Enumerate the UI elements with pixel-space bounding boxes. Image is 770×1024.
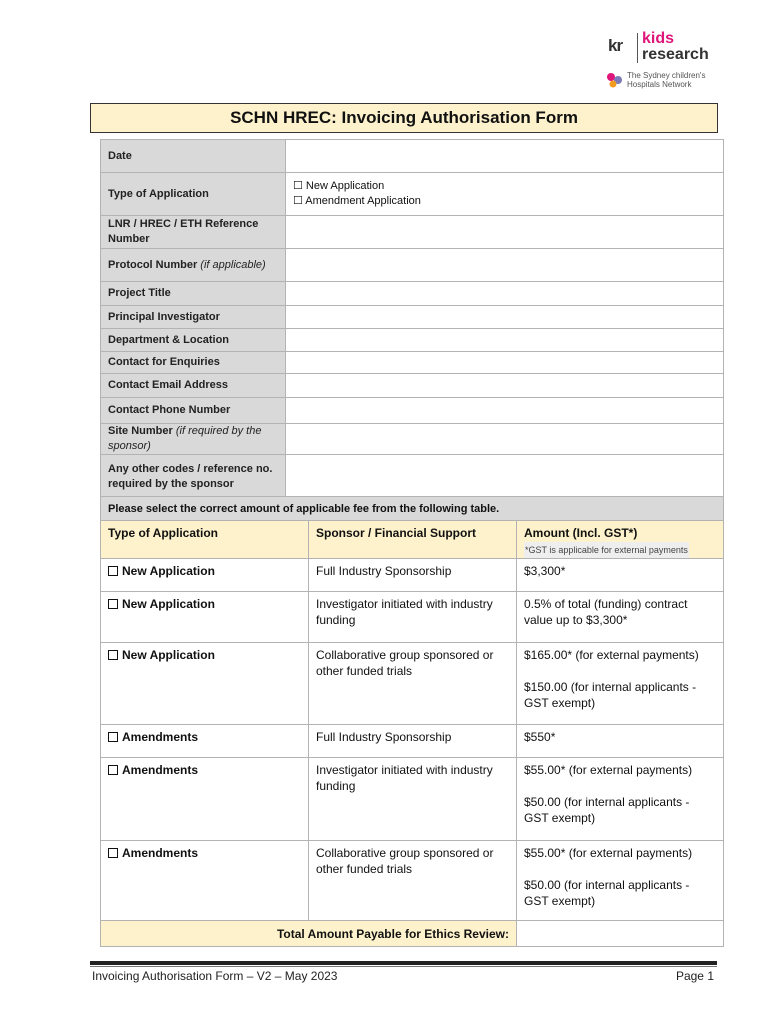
fee-checkbox[interactable] <box>108 650 118 660</box>
date-field[interactable] <box>286 140 724 173</box>
fee-row <box>101 592 724 643</box>
footer-rule-thin <box>90 966 717 967</box>
fee-amount-internal: $50.00 (for internal applicants - GST exempt) <box>524 795 690 825</box>
fee-instruction: Please select the correct amount of applicable fee from the following table. <box>101 497 724 521</box>
fee-amount-cell <box>517 841 724 921</box>
fee-type-cell <box>101 725 309 758</box>
application-type-field <box>286 173 724 216</box>
fee-type-cell <box>101 592 309 643</box>
fee-checkbox[interactable] <box>108 732 118 742</box>
fee-amount: 0.5% of total (funding) contract value up to $3,300* <box>524 597 688 627</box>
fee-header-amount <box>517 521 724 559</box>
fee-table <box>100 496 724 947</box>
fee-checkbox[interactable] <box>108 599 118 609</box>
logo-divider <box>637 33 638 63</box>
new-application-checkbox[interactable]: ☐ New Application <box>293 180 385 192</box>
fee-type-label: Amendments <box>122 730 199 744</box>
fee-type-label: New Application <box>122 564 215 578</box>
principal-investigator-field[interactable] <box>286 306 724 329</box>
protocol-number-label <box>101 249 286 282</box>
network-name <box>627 71 705 89</box>
fee-sponsor-cell: Collaborative group sponsored or other funded trials <box>309 643 517 725</box>
fee-type-label: Amendments <box>122 846 199 860</box>
fee-amount-cell <box>517 643 724 725</box>
fee-amount-cell <box>517 758 724 841</box>
fee-row <box>101 559 724 592</box>
application-details-table <box>100 139 724 499</box>
site-number-text: Site Number <box>108 425 173 437</box>
contact-email-field[interactable] <box>286 374 724 398</box>
fee-amount-external: $165.00* (for external payments) <box>524 648 699 662</box>
reference-number-field[interactable] <box>286 216 724 249</box>
total-label: Total Amount Payable for Ethics Review: <box>101 921 517 947</box>
footer-rule <box>90 961 717 965</box>
fee-sponsor-cell: Investigator initiated with industry funding <box>309 758 517 841</box>
contact-enquiries-field[interactable] <box>286 352 724 374</box>
footer-document-title: Invoicing Authorisation Form – V2 – May 2023 <box>92 969 338 983</box>
fee-amount-external: $55.00* (for external payments) <box>524 846 693 860</box>
principal-investigator-label: Principal Investigator <box>101 306 286 329</box>
gst-note: *GST is applicable for external payments <box>524 542 689 558</box>
protocol-number-field[interactable] <box>286 249 724 282</box>
fee-type-cell <box>101 841 309 921</box>
logo-research: research <box>642 46 709 63</box>
total-amount-field[interactable] <box>517 921 724 947</box>
fee-amount-external: $55.00* (for external payments) <box>524 763 693 777</box>
site-number-label <box>101 424 286 455</box>
fee-row <box>101 725 724 758</box>
fee-amount-internal: $150.00 (for internal applicants - GST exempt) <box>524 680 697 710</box>
site-number-field[interactable] <box>286 424 724 455</box>
fee-row <box>101 758 724 841</box>
project-title-label: Project Title <box>101 282 286 306</box>
fee-sponsor-cell: Full Industry Sponsorship <box>309 559 517 592</box>
fee-amount: $3,300* <box>524 564 566 578</box>
fee-type-cell <box>101 643 309 725</box>
fee-type-label: New Application <box>122 597 215 611</box>
protocol-number-note: (if applicable) <box>200 258 266 271</box>
other-codes-field[interactable] <box>286 455 724 499</box>
application-type-label: Type of Application <box>101 173 286 216</box>
logo-kids: kids <box>642 30 675 47</box>
fee-type-cell <box>101 758 309 841</box>
contact-phone-field[interactable] <box>286 398 724 424</box>
fee-type-label: New Application <box>122 648 215 662</box>
site-number-note: (if required by the sponsor) <box>108 425 262 452</box>
network-name-line1: The Sydney children's <box>627 71 706 80</box>
fee-header-amount-label: Amount (Incl. GST*) <box>524 526 638 540</box>
form-title: SCHN HREC: Invoicing Authorisation Form <box>90 103 718 133</box>
fee-type-cell <box>101 559 309 592</box>
fee-amount-internal: $50.00 (for internal applicants - GST exempt) <box>524 878 690 908</box>
kids-research-logo <box>603 30 733 95</box>
fee-type-label: Amendments <box>122 763 199 777</box>
fee-sponsor-cell: Full Industry Sponsorship <box>309 725 517 758</box>
fee-sponsor-cell: Collaborative group sponsored or other funded trials <box>309 841 517 921</box>
fee-amount-cell <box>517 559 724 592</box>
contact-enquiries-label: Contact for Enquiries <box>101 352 286 374</box>
date-label: Date <box>101 140 286 173</box>
fee-amount-cell <box>517 725 724 758</box>
fee-sponsor-cell: Investigator initiated with industry funding <box>309 592 517 643</box>
project-title-field[interactable] <box>286 282 724 306</box>
contact-email-label: Contact Email Address <box>101 374 286 398</box>
fee-amount-cell <box>517 592 724 643</box>
fee-row <box>101 643 724 725</box>
protocol-number-text: Protocol Number <box>108 258 198 271</box>
amendment-application-checkbox[interactable]: ☐ Amendment Application <box>293 195 421 207</box>
fee-header-type: Type of Application <box>101 521 309 559</box>
department-location-label: Department & Location <box>101 329 286 352</box>
fee-header-sponsor: Sponsor / Financial Support <box>309 521 517 559</box>
network-logo-icon <box>605 71 625 89</box>
network-name-line2: Hospitals Network <box>627 80 692 89</box>
logo-kr: kr <box>608 36 623 55</box>
fee-checkbox[interactable] <box>108 765 118 775</box>
fee-amount: $550* <box>524 730 556 744</box>
contact-phone-label: Contact Phone Number <box>101 398 286 424</box>
other-codes-label: Any other codes / reference no. required by the sponsor <box>101 455 286 499</box>
department-location-field[interactable] <box>286 329 724 352</box>
fee-checkbox[interactable] <box>108 566 118 576</box>
fee-row <box>101 841 724 921</box>
reference-number-label: LNR / HREC / ETH Reference Number <box>101 216 286 249</box>
footer-page-number: Page 1 <box>675 969 714 983</box>
fee-checkbox[interactable] <box>108 848 118 858</box>
